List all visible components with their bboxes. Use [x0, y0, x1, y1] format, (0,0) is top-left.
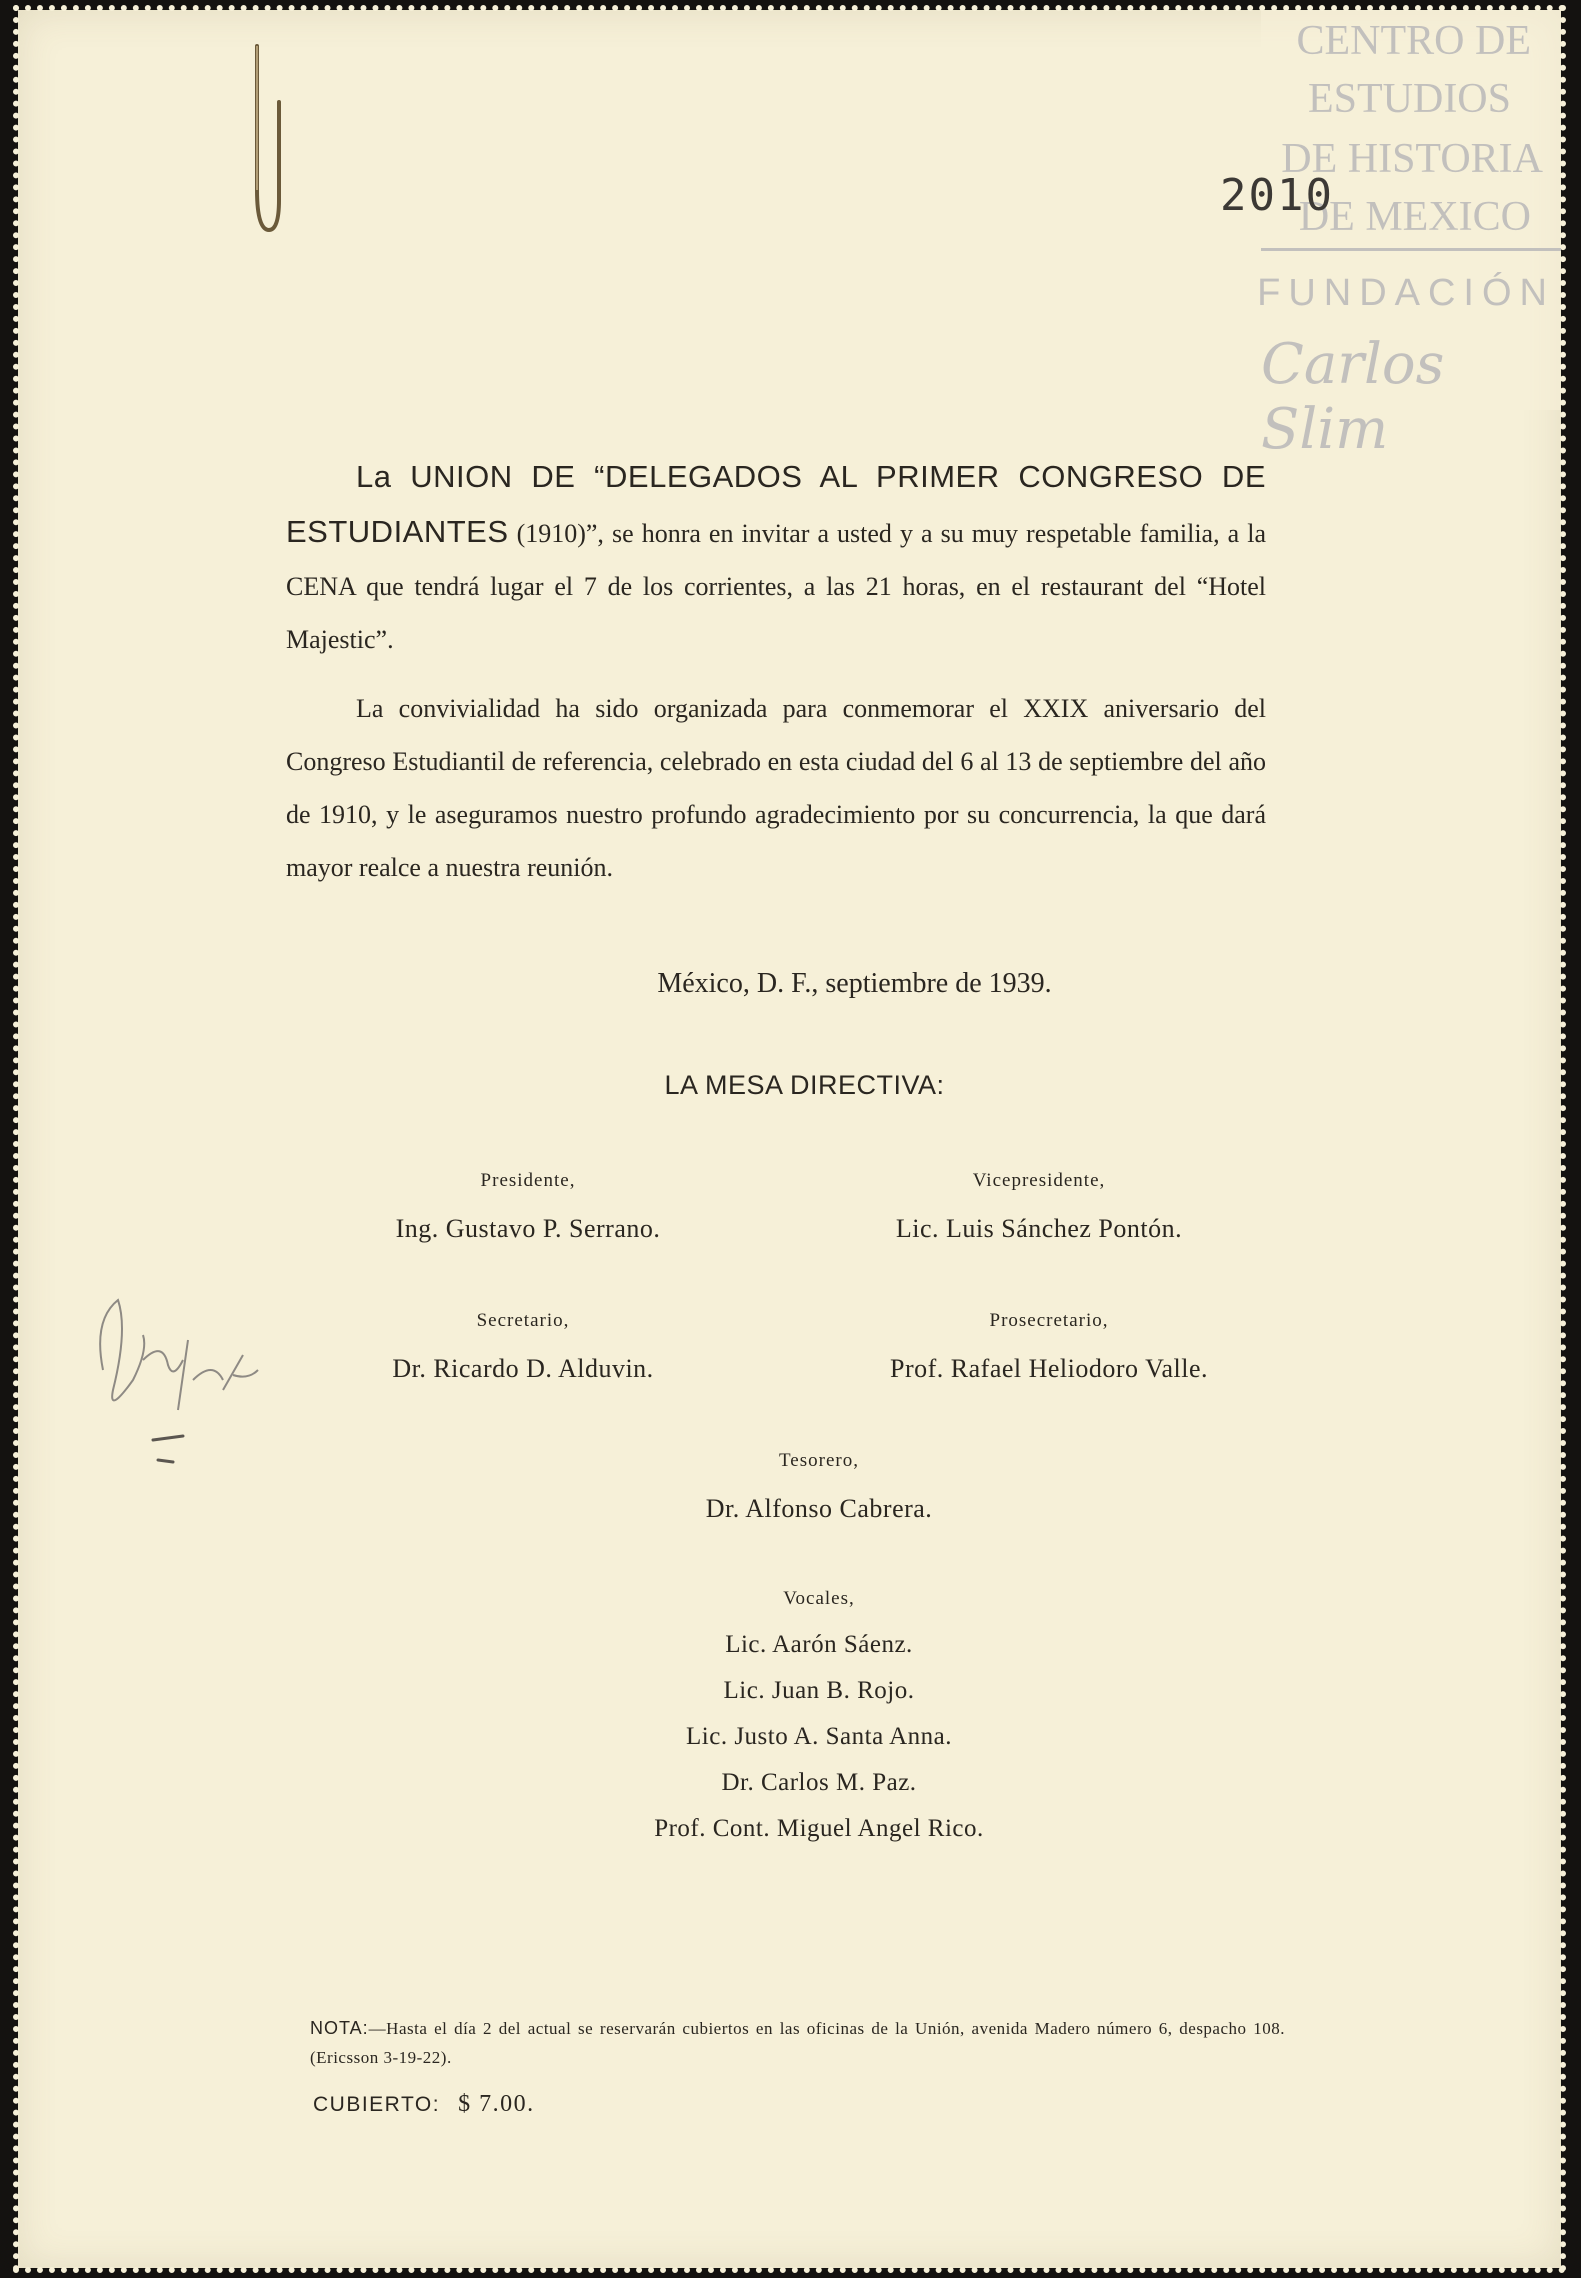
- officer-vicepresidente: [819, 1170, 1259, 1244]
- watermark-line: CENTRO DE: [1296, 18, 1531, 64]
- vocales-role: Vocales,: [783, 1588, 855, 1609]
- mesa-directiva-title: LA MESA DIRECTIVA:: [664, 1070, 945, 1100]
- vocal-name: Dr. Carlos M. Paz.: [721, 1769, 917, 1796]
- officer-name: Ing. Gustavo P. Serrano.: [395, 1214, 661, 1243]
- invitation-sheet: [18, 10, 1561, 2268]
- union-name: La UNION DE “DELEGADOS AL PRIMER CONGRESO DE ESTUDIANTES: [286, 459, 1266, 549]
- officer-role: Presidente,: [480, 1170, 576, 1191]
- officer-role: Tesorero,: [779, 1450, 859, 1471]
- officer-secretario: [303, 1310, 743, 1384]
- watermark-foundation: FUNDACIÓN: [1257, 272, 1555, 314]
- officer-presidente: [308, 1170, 748, 1244]
- handwritten-signature: [73, 1240, 283, 1500]
- paragraph-purpose: La convivialidad ha sido organizada para conmemorar el XXIX aniversario del Congreso Estudiantil de referencia, celebrado en esta ciudad del 6 al 13 de septiembre del año de 1910, y le aseguramos nuestro profundo agradecimiento por su concurrencia, la que dará mayor realce a nuestra reunión.: [286, 694, 1266, 882]
- vocal-name: Prof. Cont. Miguel Angel Rico.: [654, 1815, 984, 1842]
- officer-role: Secretario,: [476, 1310, 570, 1331]
- vocales-list: [549, 1588, 1089, 1852]
- place-date: México, D. F., septiembre de 1939.: [657, 968, 1052, 999]
- nota-footnote: [310, 2014, 1285, 2072]
- nota-text: —Hasta el día 2 del actual se reservarán cubiertos en las oficinas de la Unión, avenida Madero número 6, despacho 108. (Ericsson 3-19-22).: [310, 2019, 1285, 2067]
- vocal-name: Lic. Aarón Sáenz.: [725, 1631, 913, 1658]
- watermark-line: DE HISTORIA: [1281, 136, 1543, 182]
- officer-role: Vicepresidente,: [972, 1170, 1106, 1191]
- watermark-line: ESTUDIOS: [1307, 76, 1511, 122]
- officer-role: Prosecretario,: [989, 1310, 1109, 1331]
- officer-name: Lic. Luis Sánchez Pontón.: [895, 1214, 1183, 1243]
- watermark-divider: [1261, 248, 1561, 251]
- cubierto-label: CUBIERTO:: [313, 2093, 441, 2116]
- officer-name: Dr. Alfonso Cabrera.: [705, 1494, 933, 1523]
- vocal-name: Lic. Juan B. Rojo.: [723, 1677, 915, 1704]
- officer-name: Prof. Rafael Heliodoro Valle.: [890, 1354, 1208, 1383]
- invitation-text: (1910)”, se honra en invitar a usted y a su muy respetable familia, a la CENA que tendrá lugar el 7 de los corrientes, a las 21 horas, en el restaurant del “Hotel Majestic”.: [286, 519, 1266, 654]
- nota-label: NOTA:: [310, 2018, 369, 2038]
- cubierto-amount: $ 7.00.: [458, 2091, 535, 2117]
- paragraph-invitation: [286, 450, 1266, 666]
- officer-prosecretario: [829, 1310, 1269, 1384]
- cubierto-price: [313, 2091, 535, 2118]
- vocal-name: Lic. Justo A. Santa Anna.: [686, 1723, 952, 1750]
- officer-tesorero: [599, 1450, 1039, 1524]
- officer-name: Dr. Ricardo D. Alduvin.: [392, 1354, 654, 1383]
- paper-clip-icon: [243, 40, 283, 240]
- watermark-line: DE MEXICO: [1298, 194, 1531, 240]
- watermark-signature: Carlos Slim: [1261, 332, 1445, 462]
- invitation-body: [286, 450, 1266, 910]
- archive-number-stamp: 2010: [1220, 170, 1334, 221]
